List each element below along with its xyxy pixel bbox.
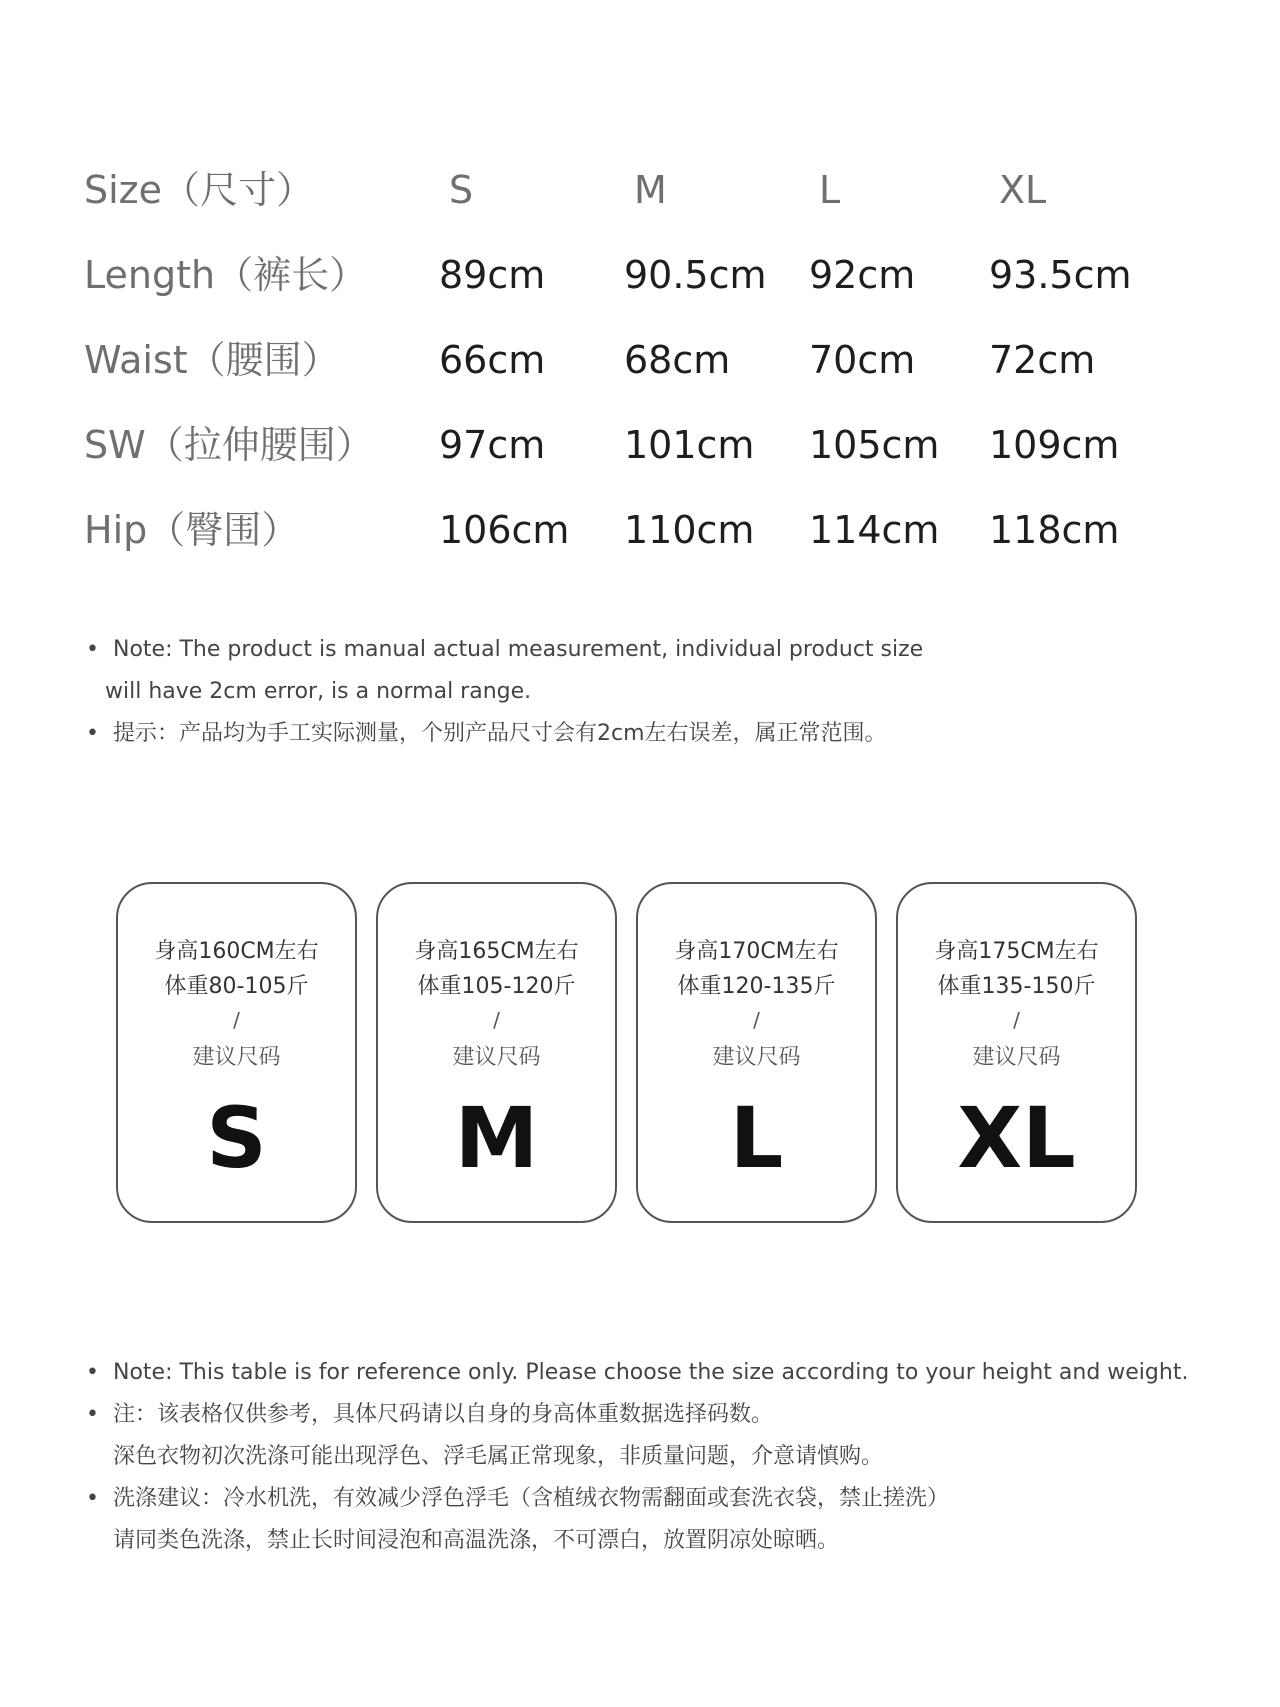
- bullet-icon: •: [86, 721, 99, 746]
- card-weight: 体重80-105斤: [164, 974, 309, 999]
- note-text-continued: 请同类色洗涤，禁止长时间浸泡和高温洗涤，不可漂白，放置阴凉处晾晒。: [113, 1528, 840, 1553]
- size-header-xl: XL: [999, 168, 1047, 212]
- card-recommend-label: 建议尺码: [192, 1045, 281, 1070]
- hip-l: 114cm: [809, 508, 940, 552]
- card-height: 身高165CM左右: [414, 939, 579, 964]
- measurement-note-en: [86, 629, 923, 713]
- waist-m: 68cm: [624, 338, 731, 382]
- card-height: 身高160CM左右: [154, 939, 319, 964]
- note-text-continued: 深色衣物初次洗涤可能出现浮色、浮毛属正常现象，非质量问题，介意请慎购。: [113, 1444, 884, 1469]
- waist-row: [84, 330, 1184, 415]
- note-text: 注：该表格仅供参考，具体尺码请以自身的身高体重数据选择码数。: [113, 1402, 774, 1427]
- length-l: 92cm: [809, 253, 916, 297]
- size-table: [84, 160, 1184, 585]
- stretch-waist-m: 101cm: [624, 423, 755, 467]
- reference-and-care-notes: [86, 1352, 1188, 1562]
- card-recommend-label: 建议尺码: [452, 1045, 541, 1070]
- size-card-m: [376, 882, 617, 1223]
- reference-note-zh: [86, 1394, 1188, 1478]
- size-recommendation-cards: [116, 882, 1146, 1227]
- card-size-letter: L: [729, 1089, 784, 1187]
- stretch-waist-xl: 109cm: [989, 423, 1120, 467]
- hip-xl: 118cm: [989, 508, 1120, 552]
- bullet-icon: •: [86, 1486, 99, 1511]
- stretch-waist-row: [84, 415, 1184, 500]
- length-s: 89cm: [439, 253, 546, 297]
- card-size-letter: M: [454, 1089, 539, 1187]
- length-label: Length（裤长）: [84, 253, 368, 297]
- hip-s: 106cm: [439, 508, 570, 552]
- size-card-s: [116, 882, 357, 1223]
- bullet-icon: •: [86, 1402, 99, 1427]
- size-card-l: [636, 882, 877, 1223]
- card-weight: 体重135-150斤: [937, 974, 1096, 999]
- card-weight: 体重120-135斤: [677, 974, 836, 999]
- card-recommend-label: 建议尺码: [712, 1045, 801, 1070]
- card-divider: /: [1013, 1008, 1020, 1032]
- length-m: 90.5cm: [624, 253, 767, 297]
- size-header-s: S: [449, 168, 474, 212]
- card-divider: /: [493, 1008, 500, 1032]
- stretch-waist-s: 97cm: [439, 423, 546, 467]
- card-height: 身高175CM左右: [934, 939, 1099, 964]
- hip-label: Hip（臀围）: [84, 508, 300, 552]
- hip-m: 110cm: [624, 508, 755, 552]
- waist-s: 66cm: [439, 338, 546, 382]
- note-text: Note: This table is for reference only. Please choose the size according to your height and weight.: [113, 1360, 1189, 1385]
- size-header-row: [84, 160, 1184, 245]
- stretch-waist-label: SW（拉伸腰围）: [84, 423, 374, 467]
- waist-l: 70cm: [809, 338, 916, 382]
- length-row: [84, 245, 1184, 330]
- washing-advice: [86, 1478, 1188, 1562]
- measurement-note-zh: [86, 713, 923, 755]
- length-xl: 93.5cm: [989, 253, 1132, 297]
- reference-note-en: [86, 1352, 1188, 1394]
- bullet-icon: •: [86, 637, 99, 662]
- note-text: Note: The product is manual actual measurement, individual product size: [113, 637, 924, 662]
- hip-row: [84, 500, 1184, 585]
- card-size-letter: S: [206, 1089, 267, 1187]
- size-header-label: Size（尺寸）: [84, 168, 315, 212]
- measurement-notes: [86, 629, 923, 755]
- card-height: 身高170CM左右: [674, 939, 839, 964]
- size-header-l: L: [819, 168, 841, 212]
- note-text-continued: will have 2cm error, is a normal range.: [105, 679, 532, 704]
- bullet-icon: •: [86, 1360, 99, 1385]
- stretch-waist-l: 105cm: [809, 423, 940, 467]
- size-header-m: M: [634, 168, 667, 212]
- note-text: 洗涤建议：冷水机洗，有效减少浮色浮毛（含植绒衣物需翻面或套洗衣袋，禁止搓洗）: [113, 1486, 950, 1511]
- card-recommend-label: 建议尺码: [972, 1045, 1061, 1070]
- size-card-xl: [896, 882, 1137, 1223]
- waist-xl: 72cm: [989, 338, 1096, 382]
- card-divider: /: [753, 1008, 760, 1032]
- waist-label: Waist（腰围）: [84, 338, 340, 382]
- note-text: 提示：产品均为手工实际测量，个别产品尺寸会有2cm左右误差，属正常范围。: [113, 721, 887, 746]
- card-size-letter: XL: [957, 1089, 1076, 1187]
- card-divider: /: [233, 1008, 240, 1032]
- card-weight: 体重105-120斤: [417, 974, 576, 999]
